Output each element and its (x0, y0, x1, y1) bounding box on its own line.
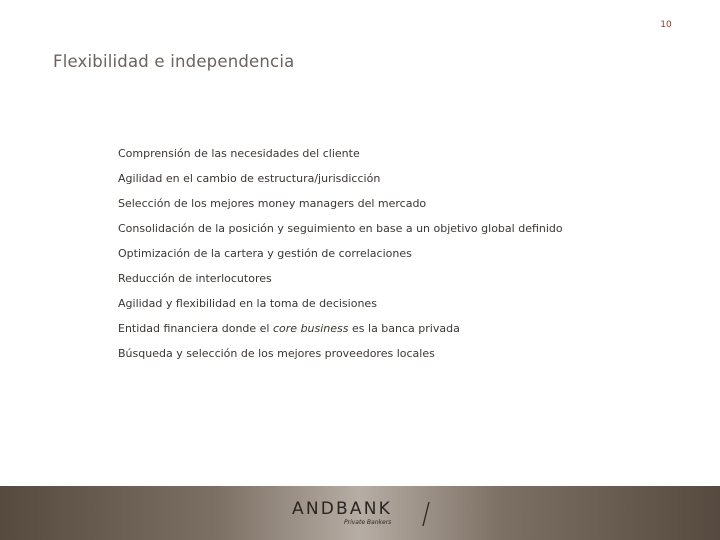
list-item-text: Entidad financiera donde el (118, 322, 273, 335)
list-item-emphasis: core business (273, 322, 349, 335)
list-item: Consolidación de la posición y seguimiento en base a un objetivo global definido (118, 222, 563, 235)
list-item: Reducción de interlocutores (118, 272, 272, 285)
list-item: Agilidad y flexibilidad en la toma de decisiones (118, 297, 377, 310)
logo-wordmark: ANDBANK (292, 499, 392, 519)
list-item (118, 322, 563, 347)
andbank-logo (292, 500, 442, 530)
footer-bar (0, 486, 720, 540)
list-item: Optimización de la cartera y gestión de correlaciones (118, 247, 412, 260)
page-number: 10 (660, 20, 672, 30)
logo-slash-icon (421, 501, 431, 527)
bullet-list (118, 147, 563, 372)
list-item: Búsqueda y selección de los mejores proveedores locales (118, 347, 435, 360)
logo-tagline: Private Bankers (344, 519, 392, 526)
list-item: Selección de los mejores money managers del mercado (118, 197, 427, 210)
list-item: Comprensión de las necesidades del cliente (118, 147, 360, 160)
list-item: Agilidad en el cambio de estructura/jurisdicción (118, 172, 381, 185)
list-item-text: es la banca privada (348, 322, 460, 335)
slide-title: Flexibilidad e independencia (53, 52, 295, 71)
